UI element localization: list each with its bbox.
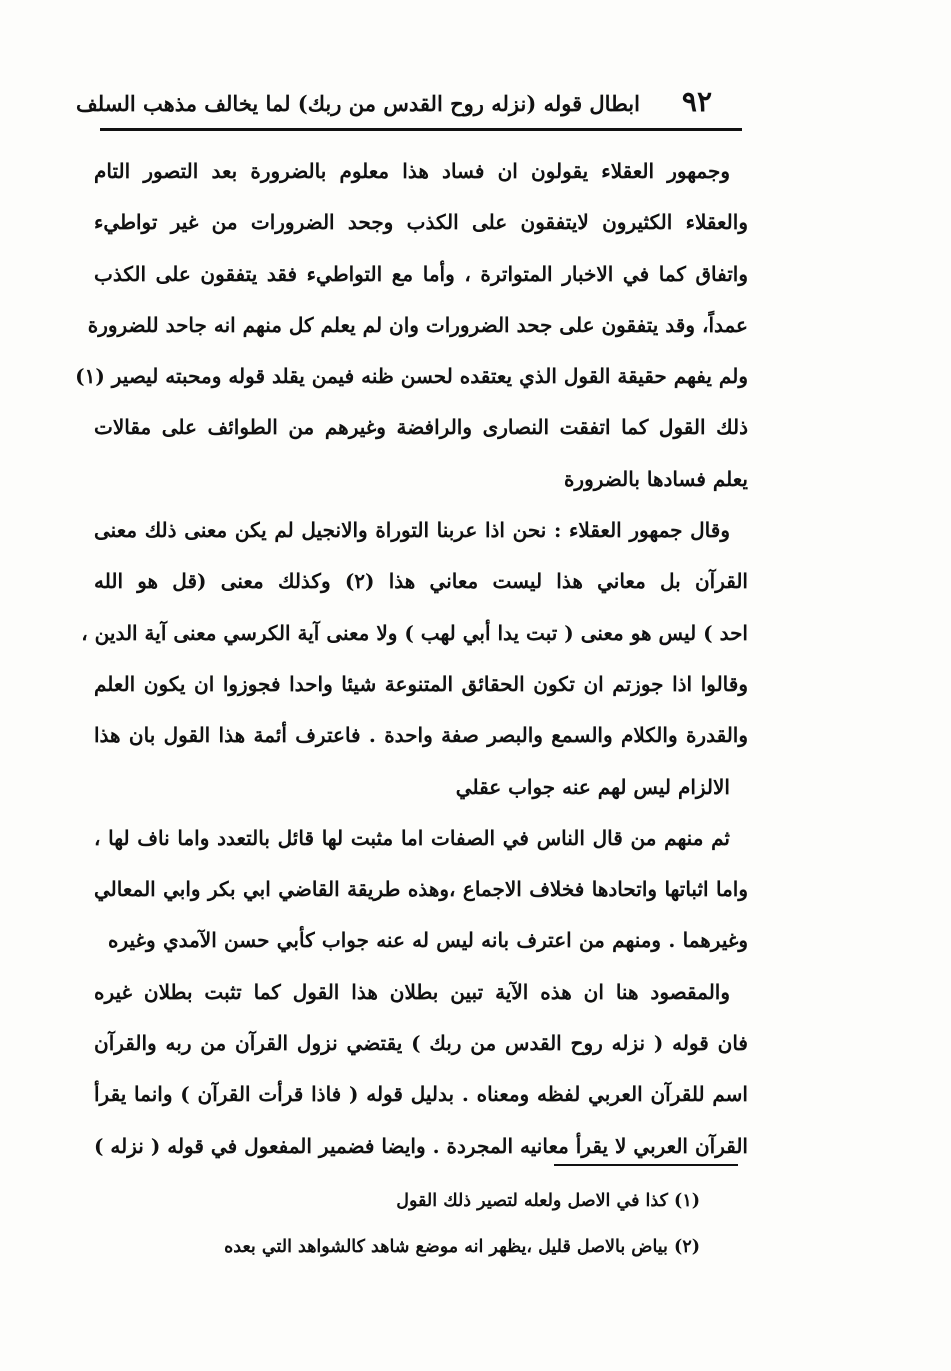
text-line: ولم يفهم حقيقة القول الذي يعتقده لحسن ظنه فيمن يقلد قوله ومحبته ليصير (١) — [75, 364, 748, 389]
text-line: واتفاق كما في الاخبار المتواترة ، وأما مع التواطيء فقد يتفقون على الكذب — [94, 261, 748, 286]
header-rule — [100, 128, 742, 131]
text-line: والقدرة والكلام والسمع والبصر صفة واحدة . فاعترف أئمة هذا القول بان هذا — [94, 723, 748, 748]
footnote: (٢) بياض بالاصل قليل ،يظهر انه موضع شاهد كالشواهد التي بعده — [224, 1237, 700, 1257]
text-line: وغيرهما . ومنهم من اعترف بانه ليس له عنه جواب كأبي حسن الآمدي وغيره — [108, 928, 748, 953]
text-line: عمداً، وقد يتفقون على جحد الضرورات وان لم يعلم كل منهم انه جاحد للضرورة — [87, 312, 748, 337]
text-line: وجمهور العقلاء يقولون ان فساد هذا معلوم بالضرورة بعد التصور التام — [94, 159, 730, 183]
page-number: ٩٢ — [681, 85, 712, 118]
text-line: القرآن العربي لا يقرأ معانيه المجردة . وايضا فضمير المفعول في قوله ( نزله ) — [94, 1133, 748, 1158]
text-line: والعقلاء الكثيرون لايتفقون على الكذب وجحد الضرورات من غير تواطيء — [94, 210, 748, 235]
footnotes — [140, 1178, 700, 1270]
text-line: اسم للقرآن العربي لفظه ومعناه . بدليل قوله ( فاذا قرأت القرآن ) وانما يقرأ — [94, 1082, 748, 1107]
text-line: يعلم فسادها بالضرورة — [563, 466, 748, 491]
text-line: ذلك القول كما اتفقت النصارى والرافضة وغيرهم من الطوائف على مقالات — [94, 415, 748, 440]
running-title: ابطال قوله (نزله روح القدس من ربك) لما يخالف مذهب السلف — [76, 91, 640, 116]
text-line: وقال جمهور العقلاء : نحن اذا عربنا التوراة والانجيل لم يكن معنى ذلك معنى — [94, 518, 730, 543]
footnote-rule — [554, 1164, 738, 1166]
text-line: فان قوله ( نزله روح القدس من ربك ) يقتضي نزول القرآن من ربه والقرآن — [94, 1031, 748, 1056]
text-line: احد ) ليس هو معنى ( تبت يدا أبي لهب ) ولا معنى آية الكرسي معنى آية الدين ، — [81, 620, 748, 645]
main-text — [75, 146, 748, 1172]
footnote: (١) كذا في الاصل ولعله لتصير ذلك القول — [396, 1191, 700, 1211]
page-header — [76, 82, 740, 126]
text-line: واما اثباتها واتحادها فخلاف الاجماع ،وهذه طريقة القاضي ابي بكر وابي المعالي — [94, 877, 748, 902]
text-line: القرآن بل معاني هذا ليست معاني هذا (٢) وكذلك معنى (قل هو الله — [94, 569, 748, 594]
text-line: الالزام ليس لهم عنه جواب عقلي — [455, 774, 730, 799]
text-line: ثم منهم من قال الناس في الصفات اما مثبت لها قائل بالتعدد واما ناف لها ، — [94, 825, 730, 850]
text-line: وقالوا اذا جوزتم ان تكون الحقائق المتنوعة شيئا واحدا فجوزوا ان يكون العلم — [94, 671, 748, 696]
text-line: والمقصود هنا ان هذه الآية تبين بطلان هذا القول كما تثبت بطلان غيره — [94, 979, 730, 1004]
